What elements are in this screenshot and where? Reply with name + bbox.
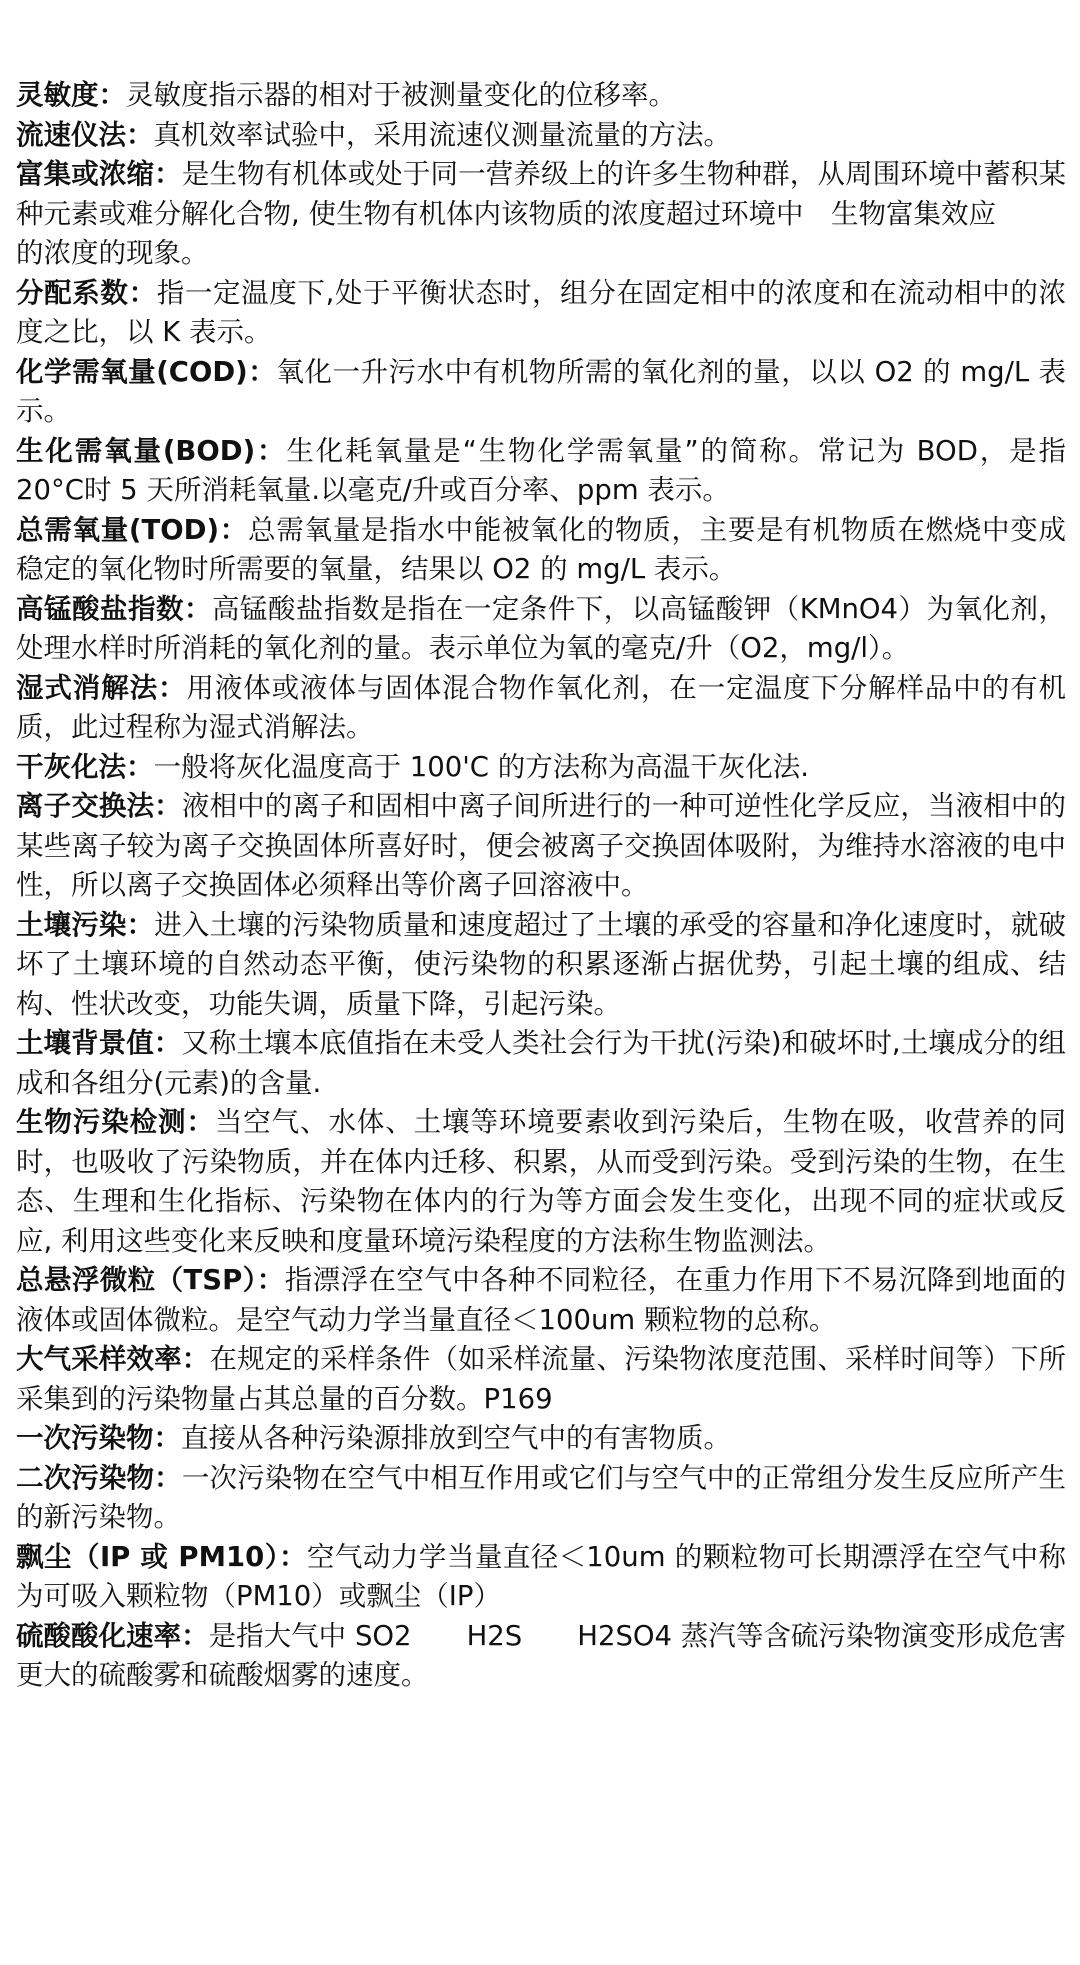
definition: 进入土壤的污染物质量和速度超过了土壤的承受的容量和净化速度时，就破坏了土壤环境的自然动态平衡，使污染物的积累逐渐占据优势，引起土壤的组成、结构、性状改变，功能失调，质量下降，引起污染。 — [16, 908, 1067, 1020]
term: 一次污染物： — [16, 1422, 181, 1454]
term: 总悬浮微粒（TSP）： — [16, 1264, 285, 1296]
glossary-entry-soil-pollution — [16, 906, 1066, 1025]
term: 总需氧量(TOD)： — [16, 513, 248, 546]
glossary-entry-cod — [16, 353, 1066, 432]
definition: 指漂浮在空气中各种不同粒径，在重力作用下不易沉降到地面的液体或固体微粒。是空气动力学当量直径＜100um 颗粒物的总称。 — [16, 1264, 1067, 1336]
glossary-entry-sulfation-rate — [16, 1617, 1066, 1696]
glossary-entry-sensitivity — [16, 76, 1066, 116]
term: 硫酸酸化速率： — [16, 1619, 209, 1652]
glossary-entry-partition-coefficient — [16, 274, 1066, 353]
term: 二次污染物： — [16, 1461, 182, 1494]
definition: 是指大气中 SO2 H2S H2SO4 蒸汽等含硫污染物演变形成危害更大的硫酸雾和硫酸烟雾的速度。 — [16, 1619, 1066, 1691]
definition: 氧化一升污水中有机物所需的氧化剂的量，以以 O2 的 mg/L 表示。 — [16, 355, 1067, 427]
definition: 又称土壤本底值指在未受人类社会行为干扰(污染)和破坏时,土壤成分的组成和各组分(元素)的含量. — [16, 1027, 1066, 1099]
glossary-entry-ion-exchange — [16, 787, 1066, 906]
term: 湿式消解法： — [16, 671, 187, 704]
term: 生物污染检测： — [16, 1106, 215, 1138]
definition-continued: 的浓度的现象。 — [16, 237, 209, 269]
glossary-document — [16, 76, 1066, 1696]
definition: 灵敏度指示器的相对于被测量变化的位移率。 — [126, 79, 676, 111]
glossary-entry-dry-ashing — [16, 748, 1066, 788]
glossary-entry-tsp — [16, 1261, 1066, 1340]
definition: 高锰酸盐指数是指在一定条件下，以高锰酸钾（KMnO4）为氧化剂，处理水样时所消耗的氧化剂的量。表示单位为氧的毫克/升（O2，mg/l）。 — [16, 592, 1066, 664]
glossary-entry-primary-pollutant — [16, 1419, 1066, 1459]
glossary-entry-biological-monitoring — [16, 1103, 1066, 1261]
glossary-entry-tod — [16, 511, 1066, 590]
term: 富集或浓缩： — [16, 158, 182, 190]
term: 大气采样效率： — [16, 1343, 210, 1375]
term: 干灰化法： — [16, 750, 154, 783]
glossary-entry-bioaccumulation — [16, 155, 1066, 234]
term: 化学需氧量(COD)： — [16, 355, 277, 388]
definition: 生化耗氧量是“生物化学需氧量”的简称。常记为 BOD，是指 20°C时 5 天所消耗氧量.以毫克/升或百分率、ppm 表示。 — [16, 434, 1066, 506]
definition: 空气动力学当量直径＜10um 的颗粒物可长期漂浮在空气中称为可吸入颗粒物（PM10）或飘尘（IP） — [16, 1540, 1067, 1612]
term: 土壤背景值： — [16, 1027, 182, 1059]
glossary-entry-permanganate-index — [16, 590, 1066, 669]
definition: 液相中的离子和固相中离子间所进行的一种可逆性化学反应，当液相中的某些离子较为离子交换固体所喜好时，便会被离子交换固体吸附，为维持水溶液的电中性，所以离子交换固体必须释出等价离子回溶液中。 — [16, 790, 1066, 901]
glossary-entry-bioaccumulation-continued — [16, 234, 1066, 274]
definition: 一次污染物在空气中相互作用或它们与空气中的正常组分发生反应所产生的新污染物。 — [16, 1461, 1066, 1533]
definition: 直接从各种污染源排放到空气中的有害物质。 — [181, 1422, 731, 1454]
glossary-entry-current-meter-method — [16, 116, 1066, 156]
definition: 总需氧量是指水中能被氧化的物质，主要是有机物质在燃烧中变成稳定的氧化物时所需要的氧量，结果以 O2 的 mg/L 表示。 — [16, 513, 1066, 585]
glossary-entry-bod — [16, 432, 1066, 511]
term: 飘尘（IP 或 PM10）： — [16, 1540, 307, 1573]
definition: 指一定温度下,处于平衡状态时，组分在固定相中的浓度和在流动相中的浓度之比，以 K 表示。 — [16, 276, 1066, 348]
definition: 一般将灰化温度高于 100'C 的方法称为高温干灰化法. — [153, 750, 809, 783]
term: 离子交换法： — [16, 790, 182, 822]
definition: 是生物有机体或处于同一营养级上的许多生物种群，从周围环境中蓄积某种元素或难分解化合物, 使生物有机体内该物质的浓度超过环境中 生物富集效应 — [16, 158, 1066, 230]
term: 分配系数： — [16, 276, 157, 309]
glossary-entry-soil-background-value — [16, 1024, 1066, 1103]
term: 生化需氧量(BOD)： — [16, 434, 287, 467]
definition: 用液体或液体与固体混合物作氧化剂，在一定温度下分解样品中的有机质，此过程称为湿式消解法。 — [16, 671, 1067, 743]
term: 流速仪法： — [16, 118, 154, 151]
definition: 在规定的采样条件（如采样流量、污染物浓度范围、采样时间等）下所采集到的污染物量占其总量的百分数。P169 — [16, 1343, 1067, 1415]
term: 灵敏度： — [16, 79, 126, 111]
glossary-entry-secondary-pollutant — [16, 1459, 1066, 1538]
glossary-entry-sampling-efficiency — [16, 1340, 1066, 1419]
glossary-entry-pm10 — [16, 1538, 1066, 1617]
definition: 真机效率试验中，采用流速仪测量流量的方法。 — [153, 118, 731, 151]
definition: 当空气、水体、土壤等环境要素收到污染后，生物在吸，收营养的同时，也吸收了污染物质，并在体内迁移、积累，从而受到污染。受到污染的生物，在生态、生理和生化指标、污染物在体内的行为等方面会发生变化，出现不同的症状或反应, 利用这些变化来反映和度量环境污染程度的方法称生物监测法。 — [16, 1106, 1067, 1257]
term: 高锰酸盐指数： — [16, 592, 212, 625]
term: 土壤污染： — [16, 908, 155, 941]
glossary-entry-wet-digestion — [16, 669, 1066, 748]
